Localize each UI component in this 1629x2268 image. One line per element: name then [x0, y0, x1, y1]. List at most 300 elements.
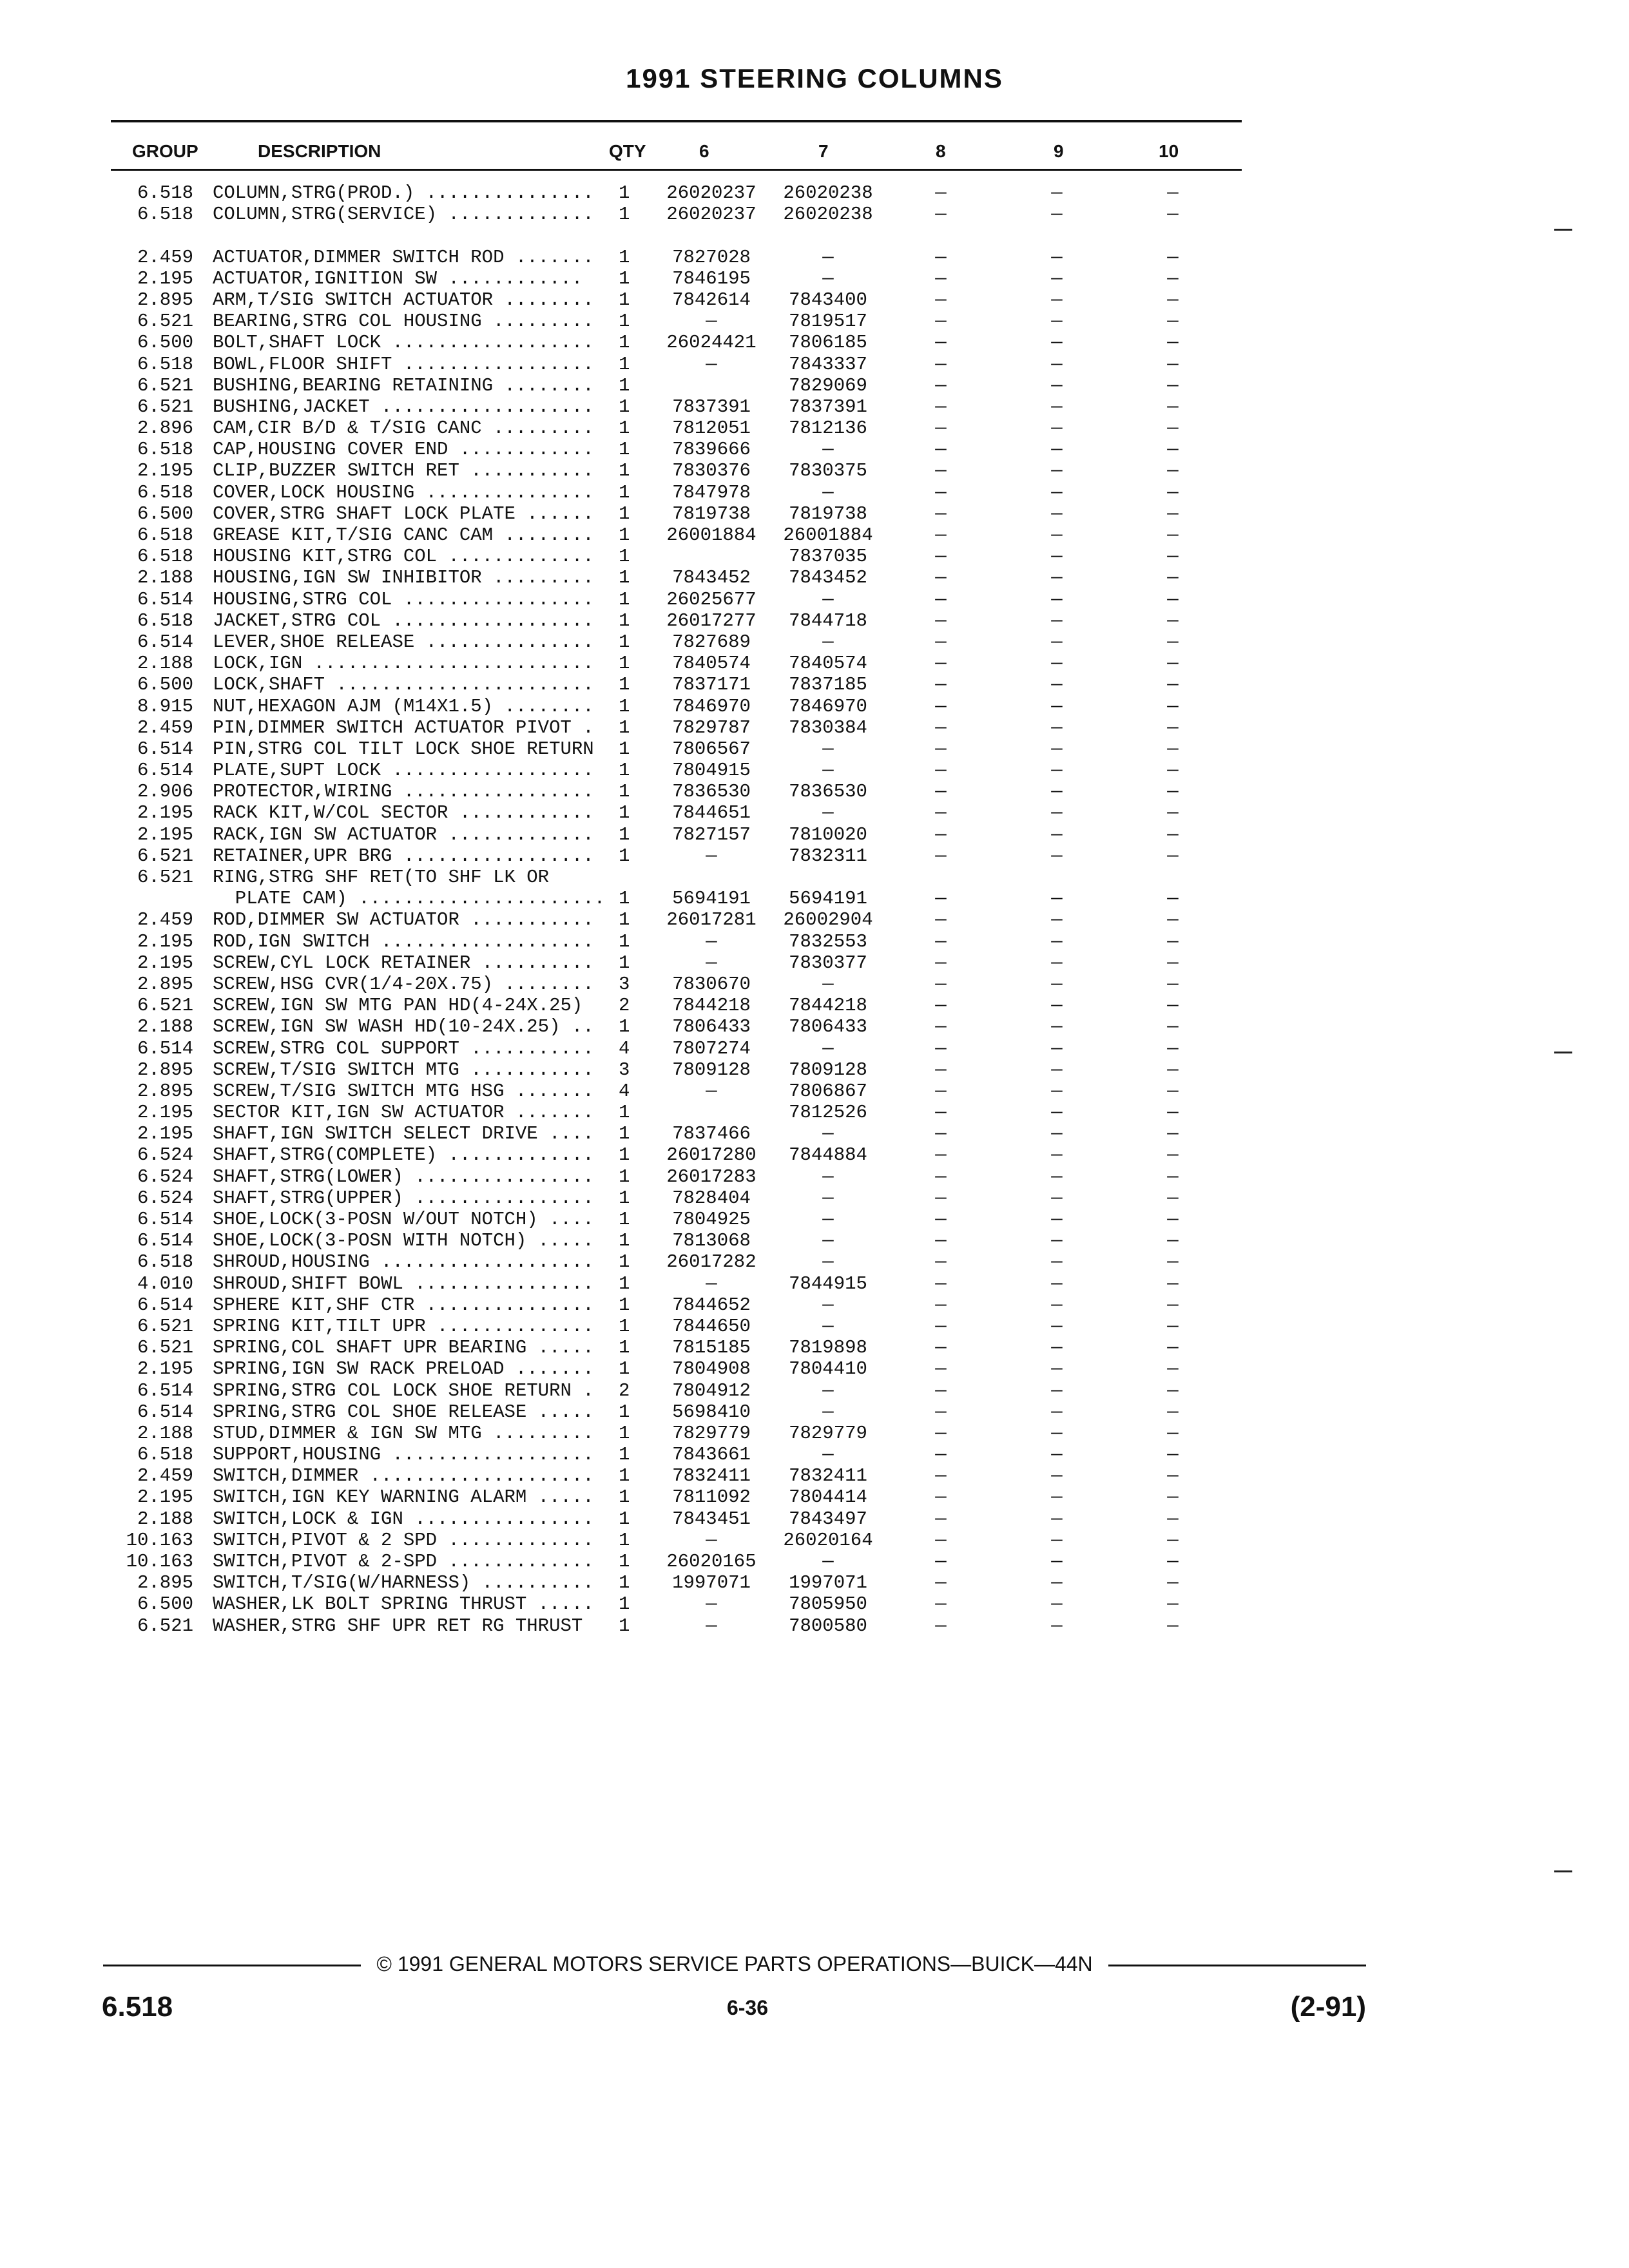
part-description: BEARING,STRG COL HOUSING ......... — [213, 311, 606, 332]
part-qty: 1 — [619, 909, 630, 931]
part-col-8: — — [935, 695, 947, 717]
part-col-6: 7846970 — [672, 695, 751, 717]
table-row — [0, 867, 1629, 888]
part-group: 2.459 — [137, 1465, 193, 1487]
part-col-9: — — [1051, 1230, 1063, 1252]
part-col-7: 7830377 — [789, 952, 867, 974]
part-col-7: 7809128 — [789, 1059, 867, 1081]
part-col-8: — — [935, 567, 947, 589]
table-row — [0, 247, 1629, 268]
table-row — [0, 1059, 1629, 1081]
part-col-7: 7804410 — [789, 1358, 867, 1380]
part-description: RETAINER,UPR BRG ................. — [213, 845, 606, 867]
part-col-7: 7832311 — [789, 845, 867, 867]
part-qty: 1 — [619, 1508, 630, 1530]
part-description: CAP,HOUSING COVER END ............ — [213, 439, 606, 461]
part-col-8: — — [935, 418, 947, 439]
part-col-7: 7832553 — [789, 930, 867, 952]
part-col-10: — — [1167, 1230, 1179, 1252]
part-col-7: 7846970 — [789, 695, 867, 717]
header-underline — [111, 169, 1242, 171]
margin-mark — [1554, 229, 1572, 231]
part-group: 4.010 — [137, 1273, 193, 1294]
part-qty: 1 — [619, 1572, 630, 1594]
part-col-10: — — [1167, 631, 1179, 653]
part-col-8: — — [935, 1422, 947, 1444]
part-col-9: — — [1051, 567, 1063, 589]
header-col-9: 9 — [1054, 141, 1064, 161]
table-row — [0, 182, 1629, 204]
table-row — [0, 418, 1629, 439]
part-group: 6.518 — [137, 1444, 193, 1466]
part-col-9: — — [1051, 738, 1063, 760]
part-col-7: 7806867 — [789, 1080, 867, 1102]
part-col-9: — — [1051, 1615, 1063, 1637]
part-group: 6.514 — [137, 631, 193, 653]
part-group: 2.195 — [137, 460, 193, 482]
part-description: HOUSING KIT,STRG COL ............. — [213, 546, 606, 568]
part-qty: 1 — [619, 1144, 630, 1166]
part-qty: 1 — [619, 182, 630, 204]
table-row — [0, 1038, 1629, 1059]
part-group: 6.521 — [137, 845, 193, 867]
part-col-8: — — [935, 524, 947, 546]
part-group: 6.518 — [137, 524, 193, 546]
part-col-10: — — [1167, 289, 1179, 311]
part-group: 2.895 — [137, 289, 193, 311]
part-col-6: 7832411 — [672, 1465, 751, 1487]
table-row — [0, 1358, 1629, 1379]
part-col-6: 7846195 — [672, 267, 751, 289]
part-col-6: 7844652 — [672, 1294, 751, 1316]
part-description: SWITCH,DIMMER .................... — [213, 1465, 606, 1487]
part-qty: 1 — [619, 1529, 630, 1551]
part-qty: 1 — [619, 781, 630, 803]
part-col-10: — — [1167, 1187, 1179, 1209]
part-col-10: — — [1167, 1422, 1179, 1444]
part-col-10: — — [1167, 674, 1179, 696]
part-group: 2.188 — [137, 1016, 193, 1038]
part-col-8: — — [935, 503, 947, 524]
part-col-7: — — [822, 760, 834, 782]
part-col-8: — — [935, 396, 947, 418]
table-row — [0, 1209, 1629, 1230]
part-col-8: — — [935, 1379, 947, 1401]
part-qty: 4 — [619, 1037, 630, 1059]
part-col-9: — — [1051, 1315, 1063, 1337]
part-col-9: — — [1051, 418, 1063, 439]
table-row — [0, 824, 1629, 845]
part-col-8: — — [935, 374, 947, 396]
part-col-8: — — [935, 973, 947, 995]
part-col-6: 7813068 — [672, 1230, 751, 1252]
part-col-6: — — [706, 1080, 717, 1102]
part-col-10: — — [1167, 1294, 1179, 1316]
part-col-10: — — [1167, 1273, 1179, 1294]
part-col-6: 26020237 — [666, 182, 757, 204]
part-col-7: — — [822, 973, 834, 995]
part-col-6: 7829779 — [672, 1422, 751, 1444]
table-row — [0, 1316, 1629, 1337]
part-qty: 1 — [619, 760, 630, 782]
part-col-7: 7830384 — [789, 716, 867, 738]
part-col-8: — — [935, 1615, 947, 1637]
table-row — [0, 1551, 1629, 1572]
table-spacer — [0, 225, 1629, 246]
part-qty: 1 — [619, 503, 630, 524]
part-group: 2.906 — [137, 781, 193, 803]
table-row — [0, 460, 1629, 481]
part-col-6: 7847978 — [672, 481, 751, 503]
part-col-6: 7804908 — [672, 1358, 751, 1380]
footer-rule-right — [1108, 1965, 1366, 1966]
part-col-9: — — [1051, 289, 1063, 311]
part-col-7: — — [822, 1037, 834, 1059]
part-col-7: 7829069 — [789, 374, 867, 396]
title-underline — [111, 120, 1242, 122]
table-row — [0, 1444, 1629, 1465]
part-col-7: 7806433 — [789, 1016, 867, 1038]
part-col-10: — — [1167, 1337, 1179, 1359]
part-col-9: — — [1051, 1401, 1063, 1423]
part-col-6: — — [706, 1593, 717, 1615]
part-col-6: 7839666 — [672, 439, 751, 461]
part-col-8: — — [935, 1401, 947, 1423]
part-col-10: — — [1167, 695, 1179, 717]
part-qty: 1 — [619, 653, 630, 675]
part-col-10: — — [1167, 353, 1179, 375]
part-col-10: — — [1167, 930, 1179, 952]
part-qty: 1 — [619, 1016, 630, 1038]
part-group: 2.459 — [137, 246, 193, 268]
part-qty: 1 — [619, 332, 630, 354]
part-description: SCREW,CYL LOCK RETAINER .......... — [213, 952, 606, 974]
table-row — [0, 311, 1629, 332]
part-col-10: — — [1167, 588, 1179, 610]
table-row — [0, 1530, 1629, 1551]
part-group: 2.188 — [137, 653, 193, 675]
part-col-6: 7804912 — [672, 1379, 751, 1401]
part-col-10: — — [1167, 909, 1179, 931]
part-col-10: — — [1167, 802, 1179, 824]
part-qty: 1 — [619, 631, 630, 653]
part-col-10: — — [1167, 738, 1179, 760]
table-row — [0, 909, 1629, 930]
part-col-9: — — [1051, 1016, 1063, 1038]
part-group: 2.459 — [137, 716, 193, 738]
part-col-9: — — [1051, 888, 1063, 910]
part-col-6: 7827028 — [672, 246, 751, 268]
part-col-8: — — [935, 289, 947, 311]
part-col-6: 26017280 — [666, 1144, 757, 1166]
part-col-9: — — [1051, 674, 1063, 696]
part-description: GREASE KIT,T/SIG CANC CAM ........ — [213, 524, 606, 546]
part-col-10: — — [1167, 1166, 1179, 1187]
table-row — [0, 995, 1629, 1016]
part-col-9: — — [1051, 396, 1063, 418]
footer-group-number: 6.518 — [102, 1991, 173, 2023]
part-description: ROD,IGN SWITCH ................... — [213, 930, 606, 952]
part-qty: 1 — [619, 1102, 630, 1124]
part-col-10: — — [1167, 374, 1179, 396]
part-group: 2.895 — [137, 1059, 193, 1081]
part-group: 6.521 — [137, 867, 193, 888]
part-qty: 1 — [619, 267, 630, 289]
part-col-6: — — [706, 1615, 717, 1637]
part-col-7: 26001884 — [783, 524, 873, 546]
part-col-8: — — [935, 1486, 947, 1508]
part-col-10: — — [1167, 503, 1179, 524]
part-qty: 1 — [619, 716, 630, 738]
part-qty: 1 — [619, 674, 630, 696]
part-col-9: — — [1051, 439, 1063, 461]
part-group: 10.163 — [126, 1529, 193, 1551]
part-description: SCREW,IGN SW MTG PAN HD(4-24X.25) — [213, 995, 606, 1017]
part-col-9: — — [1051, 1422, 1063, 1444]
part-group: 6.521 — [137, 396, 193, 418]
part-col-6: 5694191 — [672, 888, 751, 910]
part-qty: 1 — [619, 1187, 630, 1209]
part-col-9: — — [1051, 653, 1063, 675]
part-qty: 1 — [619, 418, 630, 439]
part-col-8: — — [935, 653, 947, 675]
part-description: COLUMN,STRG(PROD.) ............... — [213, 182, 606, 204]
part-col-6: — — [706, 1529, 717, 1551]
part-group: 6.518 — [137, 1251, 193, 1273]
part-description: CLIP,BUZZER SWITCH RET ........... — [213, 460, 606, 482]
part-col-8: — — [935, 1593, 947, 1615]
part-description: SHOE,LOCK(3-POSN WITH NOTCH) ..... — [213, 1230, 606, 1252]
part-qty: 1 — [619, 845, 630, 867]
part-col-6: 7830670 — [672, 973, 751, 995]
part-col-8: — — [935, 1358, 947, 1380]
part-col-6: — — [706, 353, 717, 375]
part-group: 2.195 — [137, 952, 193, 974]
part-col-10: — — [1167, 1551, 1179, 1572]
part-group: 6.521 — [137, 311, 193, 332]
part-col-10: — — [1167, 332, 1179, 354]
part-col-9: — — [1051, 1166, 1063, 1187]
part-col-8: — — [935, 1444, 947, 1466]
part-description: BOLT,SHAFT LOCK .................. — [213, 332, 606, 354]
part-description: SWITCH,IGN KEY WARNING ALARM ..... — [213, 1486, 606, 1508]
part-col-7: — — [822, 1187, 834, 1209]
part-group: 6.514 — [137, 1209, 193, 1230]
part-col-7: — — [822, 738, 834, 760]
part-group: 6.518 — [137, 182, 193, 204]
part-description: PLATE,SUPT LOCK .................. — [213, 760, 606, 782]
part-col-10: — — [1167, 1465, 1179, 1487]
part-description: ACTUATOR,IGNITION SW ............ — [213, 267, 594, 289]
part-col-10: — — [1167, 204, 1179, 226]
part-col-7: — — [822, 1123, 834, 1145]
part-col-7: 7844718 — [789, 610, 867, 631]
part-col-6: — — [706, 930, 717, 952]
part-group: 6.514 — [137, 760, 193, 782]
table-row — [0, 1401, 1629, 1423]
table-row — [0, 524, 1629, 546]
part-group: 2.896 — [137, 418, 193, 439]
part-description: WASHER,STRG SHF UPR RET RG THRUST — [213, 1615, 606, 1637]
part-group: 6.514 — [137, 1294, 193, 1316]
part-col-9: — — [1051, 332, 1063, 354]
part-col-6: 7843452 — [672, 567, 751, 589]
header-col-6: 6 — [699, 141, 709, 161]
part-description: SWITCH,LOCK & IGN ................ — [213, 1508, 606, 1530]
part-qty: 1 — [619, 1123, 630, 1145]
part-description: SCREW,HSG CVR(1/4-20X.75) ........ — [213, 973, 606, 995]
part-col-7: — — [822, 1315, 834, 1337]
part-col-7: — — [822, 246, 834, 268]
part-col-9: — — [1051, 631, 1063, 653]
part-qty: 1 — [619, 952, 630, 974]
part-col-10: — — [1167, 567, 1179, 589]
part-qty: 1 — [619, 460, 630, 482]
part-description: BOWL,FLOOR SHIFT ................. — [213, 353, 606, 375]
part-description: SHOE,LOCK(3-POSN W/OUT NOTCH) .... — [213, 1209, 606, 1230]
part-col-7: 7832411 — [789, 1465, 867, 1487]
part-qty: 1 — [619, 1401, 630, 1423]
part-col-9: — — [1051, 1209, 1063, 1230]
part-col-10: — — [1167, 1401, 1179, 1423]
part-group: 2.188 — [137, 1508, 193, 1530]
part-col-9: — — [1051, 1508, 1063, 1530]
part-col-9: — — [1051, 1465, 1063, 1487]
part-col-6: 26017283 — [666, 1166, 757, 1187]
part-col-10: — — [1167, 1080, 1179, 1102]
table-row — [0, 610, 1629, 631]
header-col-8: 8 — [936, 141, 946, 161]
part-col-8: — — [935, 738, 947, 760]
part-group: 2.895 — [137, 973, 193, 995]
part-description: COVER,STRG SHAFT LOCK PLATE ...... — [213, 503, 606, 524]
table-row — [0, 674, 1629, 695]
part-col-9: — — [1051, 952, 1063, 974]
part-qty: 1 — [619, 546, 630, 568]
part-description: NUT,HEXAGON AJM (M14X1.5) ........ — [213, 695, 606, 717]
part-col-10: — — [1167, 1315, 1179, 1337]
table-row — [0, 760, 1629, 781]
part-description: SHAFT,STRG(UPPER) ................ — [213, 1187, 606, 1209]
table-row — [0, 1615, 1629, 1637]
part-description: BUSHING,JACKET ................... — [213, 396, 606, 418]
part-group: 2.195 — [137, 1102, 193, 1124]
part-col-6: 7837391 — [672, 396, 751, 418]
part-col-7: 26020164 — [783, 1529, 873, 1551]
part-group: 6.500 — [137, 1593, 193, 1615]
part-group: 6.518 — [137, 204, 193, 226]
part-qty: 1 — [619, 289, 630, 311]
part-col-7: 7844884 — [789, 1144, 867, 1166]
part-description: ROD,DIMMER SW ACTUATOR ........... — [213, 909, 606, 931]
header-qty: QTY — [609, 141, 646, 161]
part-description: HOUSING,STRG COL ................. — [213, 588, 606, 610]
table-row — [0, 332, 1629, 353]
part-qty: 1 — [619, 1273, 630, 1294]
part-col-8: — — [935, 760, 947, 782]
table-row — [0, 1380, 1629, 1401]
part-qty: 3 — [619, 973, 630, 995]
part-col-7: 7805950 — [789, 1593, 867, 1615]
part-col-8: — — [935, 1251, 947, 1273]
part-col-9: — — [1051, 246, 1063, 268]
part-col-9: — — [1051, 1444, 1063, 1466]
part-col-9: — — [1051, 1337, 1063, 1359]
part-col-6: 7844651 — [672, 802, 751, 824]
part-col-10: — — [1167, 973, 1179, 995]
part-col-9: — — [1051, 781, 1063, 803]
part-group: 2.195 — [137, 802, 193, 824]
part-description: STUD,DIMMER & IGN SW MTG ......... — [213, 1422, 606, 1444]
table-row — [0, 375, 1629, 396]
part-col-8: — — [935, 1294, 947, 1316]
part-group: 6.518 — [137, 481, 193, 503]
part-col-7: — — [822, 1379, 834, 1401]
part-description: PIN,STRG COL TILT LOCK SHOE RETURN — [213, 738, 606, 760]
table-row — [0, 1294, 1629, 1316]
part-col-7: — — [822, 631, 834, 653]
part-col-9: — — [1051, 1593, 1063, 1615]
table-row — [0, 268, 1629, 289]
part-description: COLUMN,STRG(SERVICE) ............. — [213, 204, 606, 226]
part-qty: 1 — [619, 1230, 630, 1252]
part-qty: 1 — [619, 888, 630, 910]
part-col-7: — — [822, 588, 834, 610]
footer-page-number: 6-36 — [726, 1996, 769, 2019]
part-col-7: 7844915 — [789, 1273, 867, 1294]
part-col-9: — — [1051, 460, 1063, 482]
table-row — [0, 1251, 1629, 1273]
part-col-6: 26017282 — [666, 1251, 757, 1273]
part-col-8: — — [935, 182, 947, 204]
part-col-9: — — [1051, 353, 1063, 375]
part-col-6: 7804925 — [672, 1209, 751, 1230]
table-row — [0, 503, 1629, 524]
part-col-6: 7812051 — [672, 418, 751, 439]
part-description: JACKET,STRG COL .................. — [213, 610, 606, 631]
part-col-7: 7843452 — [789, 567, 867, 589]
table-row — [0, 717, 1629, 738]
table-row — [0, 567, 1629, 588]
part-group: 6.521 — [137, 995, 193, 1017]
part-col-10: — — [1167, 716, 1179, 738]
part-group: 2.195 — [137, 823, 193, 845]
footer-date-code: (2-91) — [1290, 1991, 1366, 2023]
part-qty: 1 — [619, 1209, 630, 1230]
part-qty: 1 — [619, 588, 630, 610]
part-col-8: — — [935, 952, 947, 974]
part-col-6: 7840574 — [672, 653, 751, 675]
part-col-6: 7827689 — [672, 631, 751, 653]
part-col-10: — — [1167, 1209, 1179, 1230]
part-group: 6.521 — [137, 1337, 193, 1359]
part-col-6: 7804915 — [672, 760, 751, 782]
part-description: BUSHING,BEARING RETAINING ........ — [213, 374, 606, 396]
part-col-7: — — [822, 1209, 834, 1230]
part-col-7: 7837391 — [789, 396, 867, 418]
part-group: 6.514 — [137, 588, 193, 610]
part-col-9: — — [1051, 1080, 1063, 1102]
part-group: 6.524 — [137, 1166, 193, 1187]
page-title: 1991 STEERING COLUMNS — [626, 63, 1003, 93]
part-group: 6.500 — [137, 332, 193, 354]
part-col-7: 7819898 — [789, 1337, 867, 1359]
part-col-9: — — [1051, 716, 1063, 738]
part-group: 6.518 — [137, 439, 193, 461]
part-col-10: — — [1167, 439, 1179, 461]
part-col-8: — — [935, 716, 947, 738]
part-col-8: — — [935, 204, 947, 226]
